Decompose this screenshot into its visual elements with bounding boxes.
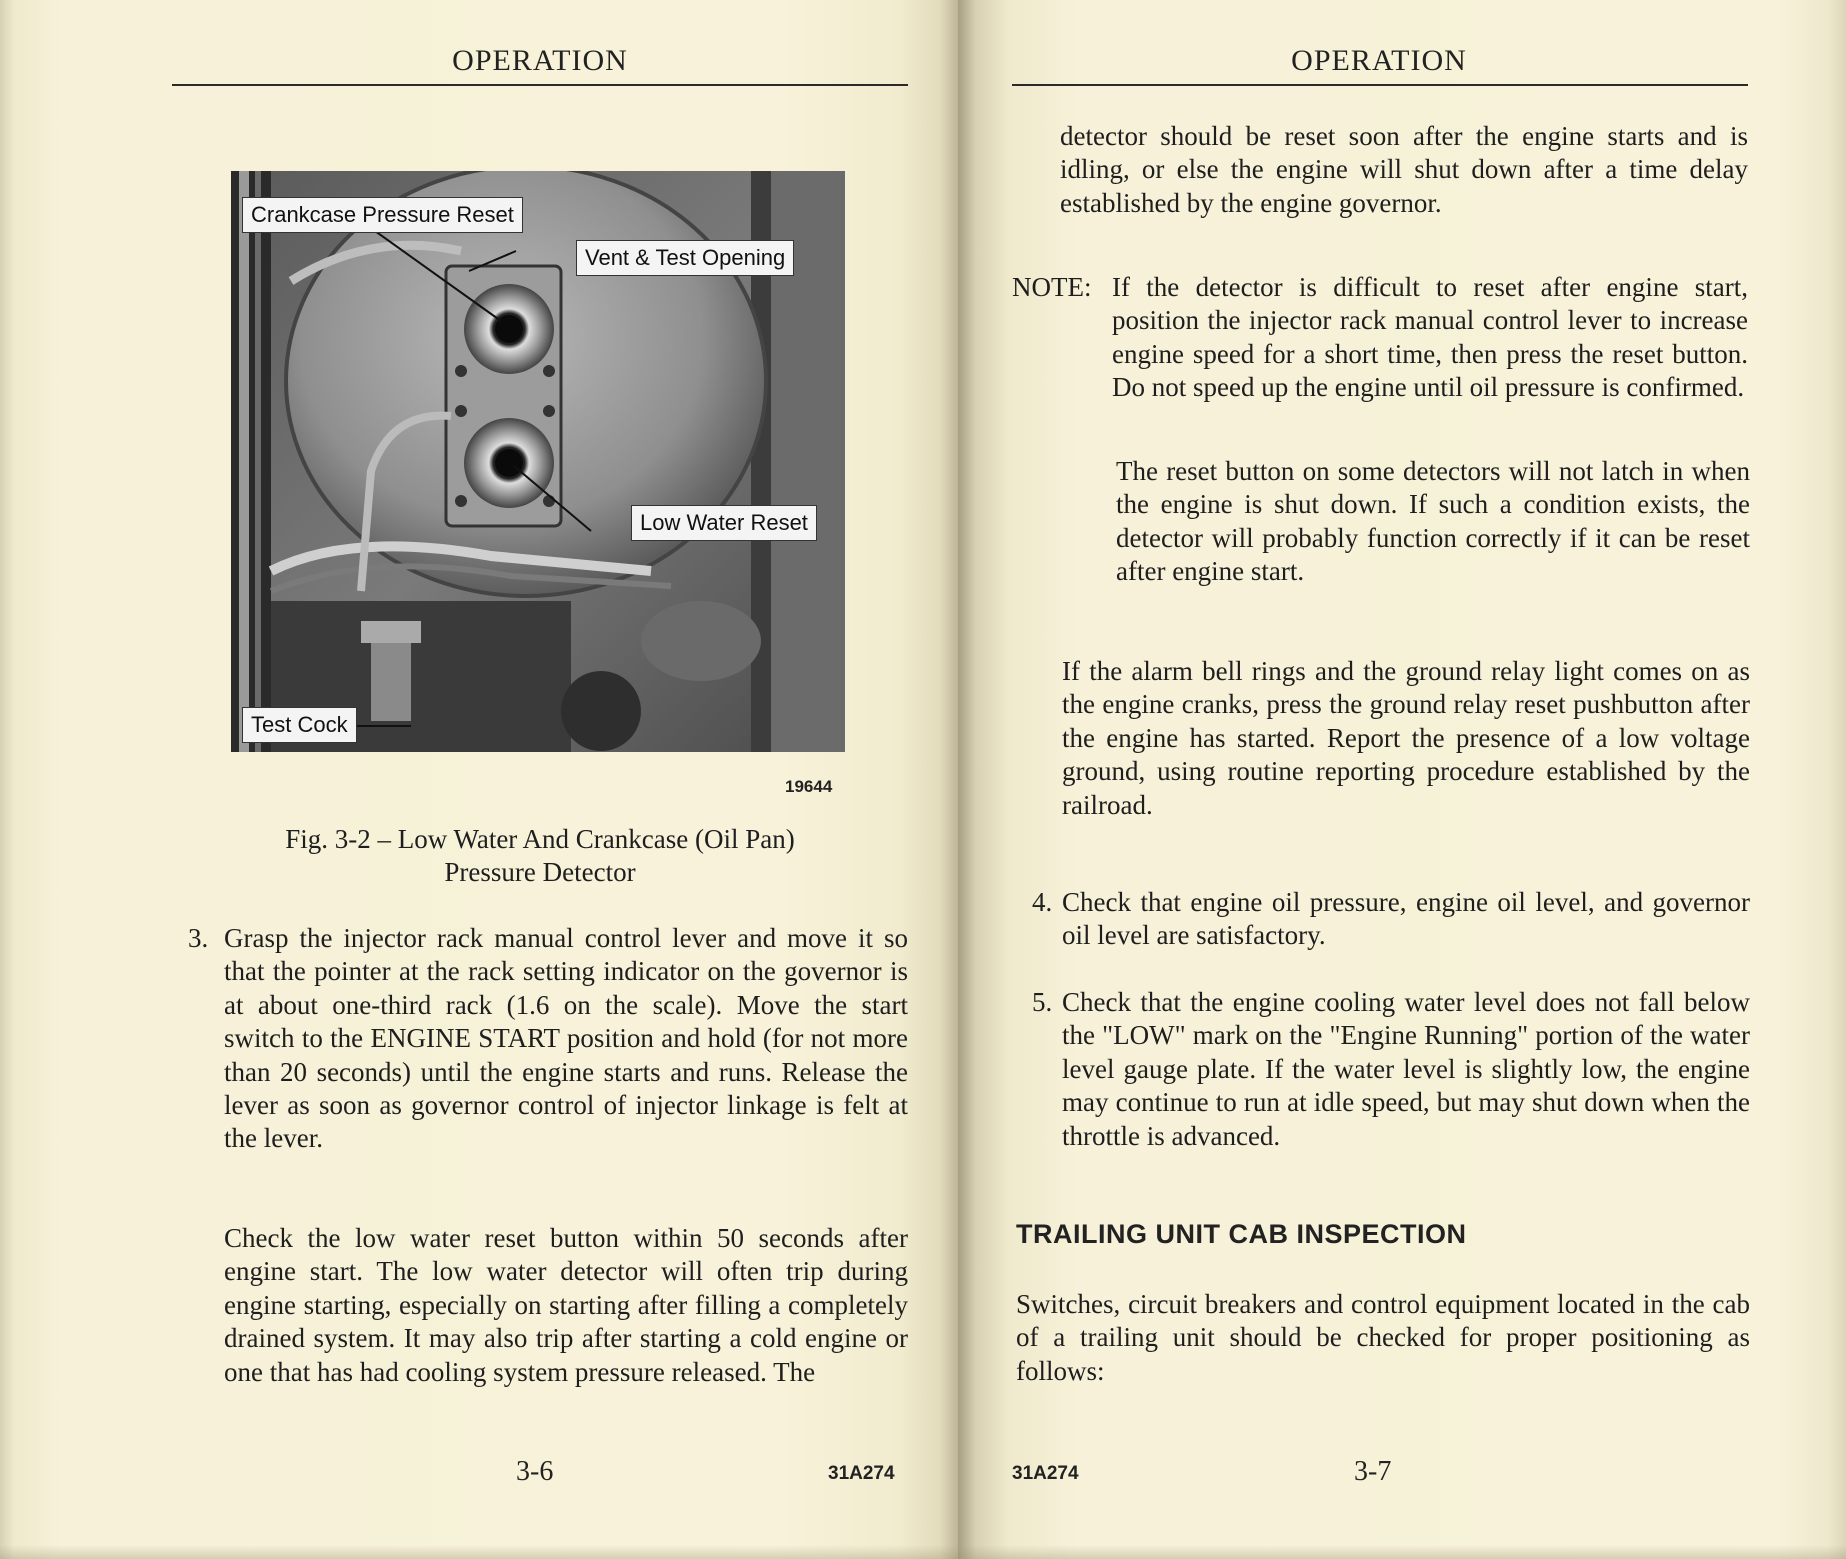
left-running-head: OPERATION xyxy=(452,44,628,77)
step-3-text: Grasp the injector rack manual control lever and move it so that the pointer at the rack setting indicator on the governor is at about one-third rack (1.6 on the scale). Move the start switch to the ENGINE START position and hold (for not more than 20 seconds) until the engine starts and runs. Release the lever as soon as governor control of injector linkage is felt at the lever. xyxy=(224,923,908,1154)
note-paragraph-1: If the detector is difficult to reset after engine start, position the injector rack manual control lever to increase engine speed for a short time, then press the reset button. Do not speed up the engine until oil pressure is confirmed. xyxy=(1112,272,1748,403)
step-4-text: Check that engine oil pressure, engine oil level, and governor oil level are satisfactory. xyxy=(1062,887,1750,951)
callout-crankcase-pressure-reset: Crankcase Pressure Reset xyxy=(242,197,523,233)
right-header-rule xyxy=(1012,84,1748,86)
step-5-number: 5. xyxy=(1032,987,1053,1017)
left-header-rule xyxy=(172,84,908,86)
detector-photo xyxy=(231,171,845,752)
trailing-unit-paragraph: Switches, circuit breakers and control equipment located in the cab of a trailing unit should be checked for proper positioning as follows: xyxy=(1016,1289,1750,1386)
photo-number: 19644 xyxy=(785,777,833,796)
section-heading-trailing-unit: TRAILING UNIT CAB INSPECTION xyxy=(1016,1219,1467,1249)
note-label: NOTE: xyxy=(1012,272,1092,302)
check-low-water-paragraph: Check the low water reset button within 50 seconds after engine start. The low water detector will often trip during engine starting, especially on starting after filling a completely drained system. It may also trip after starting a cold engine or one that has had cooling system pressure released. The xyxy=(224,1223,908,1387)
figure-caption-line2: Pressure Detector xyxy=(444,857,636,887)
callout-test-cock: Test Cock xyxy=(242,707,357,743)
alarm-bell-paragraph: If the alarm bell rings and the ground relay light comes on as the engine cranks, press the ground relay reset pushbutton after the engine has started. Report the presence of a low voltage ground, using routine reporting procedure established by the railroad. xyxy=(1062,656,1750,820)
step-5-text: Check that the engine cooling water level does not fall below the "LOW" mark on the "Engine Running" portion of the water level gauge plate. If the water level is slightly low, the engine may continue to run at idle speed, but may shut down when the throttle is advanced. xyxy=(1062,987,1750,1151)
right-page xyxy=(958,0,1846,1559)
right-doc-number: 31A274 xyxy=(1012,1463,1079,1484)
callout-vent-test-opening: Vent & Test Opening xyxy=(576,240,794,276)
figure-caption-line1: Fig. 3-2 – Low Water And Crankcase (Oil Pan) xyxy=(285,824,795,854)
left-doc-number: 31A274 xyxy=(828,1463,895,1484)
left-page-number: 3-6 xyxy=(516,1456,554,1487)
step-4-number: 4. xyxy=(1032,887,1053,917)
right-running-head: OPERATION xyxy=(1291,44,1467,77)
book-bottom-edge xyxy=(0,1545,1846,1559)
step-3-number: 3. xyxy=(188,923,209,953)
right-page-number: 3-7 xyxy=(1354,1456,1392,1487)
continued-paragraph: detector should be reset soon after the engine starts and is idling, or else the engine will shut down after a time delay established by the engine governor. xyxy=(1060,121,1748,218)
callout-low-water-reset: Low Water Reset xyxy=(631,505,817,541)
note-paragraph-2: The reset button on some detectors will not latch in when the engine is shut down. If such a condition exists, the detector will probably function correctly if it can be reset after engine start. xyxy=(1116,456,1750,587)
